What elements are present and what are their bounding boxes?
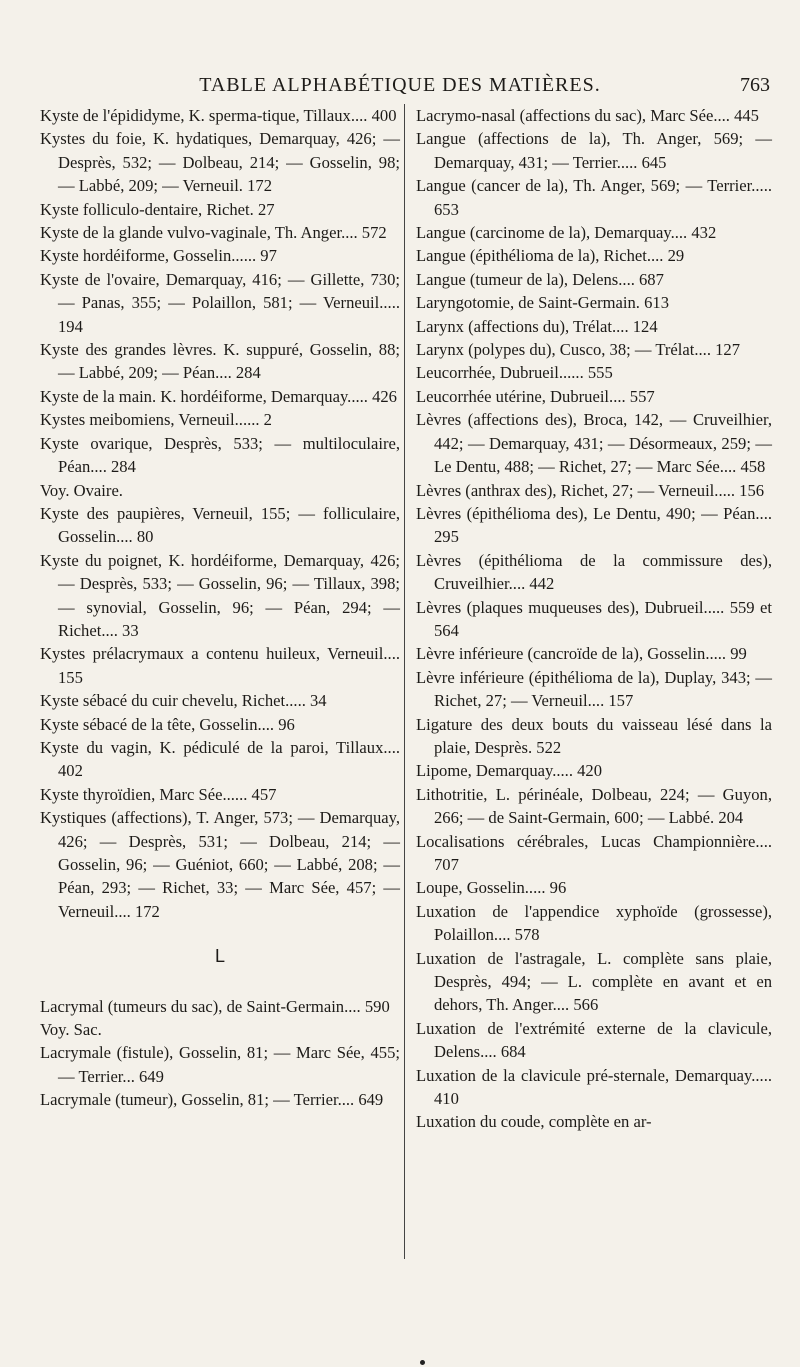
page-header xyxy=(0,72,800,100)
index-entry: Kystes prélacrymaux a contenu huileux, Verneuil.... 155 xyxy=(40,644,400,687)
index-entry: Lacrymale (fistule), Gosselin, 81; — Marc Sée, 455; — Terrier... 649 xyxy=(40,1043,400,1086)
page-number: 763 xyxy=(740,74,770,96)
index-entry: Leucorrhée utérine, Dubrueil.... 557 xyxy=(416,386,655,406)
index-entry: Langue (épithélioma de la), Richet.... 29 xyxy=(416,246,685,266)
index-entry: Kyste de l'ovaire, Demarquay, 416; — Gillette, 730; — Panas, 355; — Polaillon, 581; — Verneuil..... 194 xyxy=(40,269,400,336)
index-entry: Laryngotomie, de Saint-Germain. 613 xyxy=(416,293,669,313)
index-entry: Kyste ovarique, Desprès, 533; — multiloculaire, Péan.... 284 xyxy=(40,433,400,477)
index-entry: Lacrymo-nasal (affections du sac), Marc Sée.... 445 xyxy=(416,106,759,125)
index-entry: Leucorrhée, Dubrueil...... 555 xyxy=(416,363,613,383)
index-entry: Kyste de la main. K. hordéiforme, Demarquay..... 426 xyxy=(40,386,397,406)
index-entry: Luxation de l'appendice xyphoïde (grossesse), Polaillon.... 578 xyxy=(416,901,772,945)
index-entry: Lèvres (anthrax des), Richet, 27; — Verneuil..... 156 xyxy=(416,480,765,500)
index-entry: Langue (affections de la), Th. Anger, 569; — Demarquay, 431; — Terrier..... 645 xyxy=(416,129,772,172)
index-entry: Luxation du coude, complète en ar- xyxy=(416,1112,652,1132)
index-entry: Luxation de l'extrémité externe de la clavicule, Delens.... 684 xyxy=(416,1018,772,1062)
index-entry: Kyste thyroïdien, Marc Sée...... 457 xyxy=(40,784,277,804)
index-entry: Kyste du poignet, K. hordéiforme, Demarquay, 426; — Desprès, 533; — Gosselin, 96; — Tillaux, 398; — synovial, Gosselin, 96; — Péan, 294; — Richet.... 33 xyxy=(40,550,400,640)
index-entry: Ligature des deux bouts du vaisseau lésé dans la plaie, Desprès. 522 xyxy=(416,714,772,757)
index-entry: Lèvre inférieure (cancroïde de la), Gosselin..... 99 xyxy=(416,644,747,664)
index-entry: Kyste des grandes lèvres. K. suppuré, Gosselin, 88; — Labbé, 209; — Péan.... 284 xyxy=(40,340,400,383)
index-entry: Larynx (affections du), Trélat.... 124 xyxy=(416,316,658,336)
index-entry: Kyste hordéiforme, Gosselin...... 97 xyxy=(40,246,277,266)
index-entry: Localisations cérébrales, Lucas Championnière.... 707 xyxy=(416,831,772,874)
page-title: TABLE ALPHABÉTIQUE DES MATIÈRES. xyxy=(199,74,601,96)
section-letter: L xyxy=(214,946,225,967)
index-entry: Luxation de l'astragale, L. complète sans plaie, Desprès, 494; — L. complète en avant et en dehors, Th. Anger.... 566 xyxy=(416,948,772,1015)
index-entry: Kyste sébacé de la tête, Gosselin.... 96 xyxy=(40,714,295,734)
index-entry: Kyste de l'épididyme, K. sperma-tique, Tillaux.... 400 xyxy=(40,106,397,125)
column-divider xyxy=(404,104,405,1259)
index-entry: Lèvres (affections des), Broca, 142, — Cruveilhier, 442; — Demarquay, 431; — Désormeaux, 259; — Le Dentu, 488; — Richet, 27; — Marc Sée.... 458 xyxy=(416,410,772,477)
index-entry: Kystes du foie, K. hydatiques, Demarquay, 426; — Desprès, 532; — Dolbeau, 214; — Gosselin, 98; — Labbé, 209; — Verneuil. 172 xyxy=(40,129,400,196)
index-entry: Kystes meibomiens, Verneuil...... 2 xyxy=(40,410,272,430)
index-entry: Langue (cancer de la), Th. Anger, 569; — Terrier..... 653 xyxy=(416,176,772,219)
index-entry: Lacrymal (tumeurs du sac), de Saint-Germain.... 590 xyxy=(40,996,390,1016)
index-entry: Lithotritie, L. périnéale, Dolbeau, 224; — Guyon, 266; — de Saint-Germain, 600; — Labbé. 204 xyxy=(416,784,772,828)
index-entry: Lacrymale (tumeur), Gosselin, 81; — Terrier.... 649 xyxy=(40,1090,384,1110)
index-entry: Voy. Ovaire. xyxy=(40,480,123,500)
index-entry: Kystiques (affections), T. Anger, 573; — Demarquay, 426; — Desprès, 531; — Dolbeau, 214; — Gosselin, 96; — Guéniot, 660; — Labbé, 208; — Péan, 293; — Richet, 33; — Marc Sée, 457; — Verneuil.... 172 xyxy=(40,808,400,921)
index-entry: Lipome, Demarquay..... 420 xyxy=(416,761,603,781)
index-entry: Lèvres (épithélioma des), Le Dentu, 490; — Péan.... 295 xyxy=(416,503,772,547)
index-entry: Kyste du vagin, K. pédiculé de la paroi, Tillaux.... 402 xyxy=(40,737,400,781)
index-entry: Langue (tumeur de la), Delens.... 687 xyxy=(416,269,664,289)
left-column xyxy=(40,104,400,1112)
index-entry: Langue (carcinome de la), Demarquay.... 432 xyxy=(416,223,717,243)
index-entry: Kyste folliculo-dentaire, Richet. 27 xyxy=(40,199,275,219)
index-entry: Kyste de la glande vulvo-vaginale, Th. Anger.... 572 xyxy=(40,223,387,243)
index-entry: Lèvres (épithélioma de la commissure des), Cruveilhier.... 442 xyxy=(416,550,772,594)
index-entry: Kyste sébacé du cuir chevelu, Richet..... 34 xyxy=(40,691,327,711)
index-entry: Lèvre inférieure (épithélioma de la), Duplay, 343; — Richet, 27; — Verneuil.... 157 xyxy=(416,667,772,711)
index-entry: Lèvres (plaques muqueuses des), Dubrueil..... 559 et 564 xyxy=(416,597,772,640)
index-entry: Larynx (polypes du), Cusco, 38; — Trélat.... 127 xyxy=(416,340,741,360)
right-column xyxy=(416,104,772,1134)
index-entry: Kyste des paupières, Verneuil, 155; — folliculaire, Gosselin.... 80 xyxy=(40,503,400,547)
index-entry: Voy. Sac. xyxy=(40,1020,102,1040)
index-entry: Luxation de la clavicule pré-sternale, Demarquay..... 410 xyxy=(416,1065,772,1109)
index-entry: Loupe, Gosselin..... 96 xyxy=(416,878,567,898)
print-speck xyxy=(420,1360,425,1365)
